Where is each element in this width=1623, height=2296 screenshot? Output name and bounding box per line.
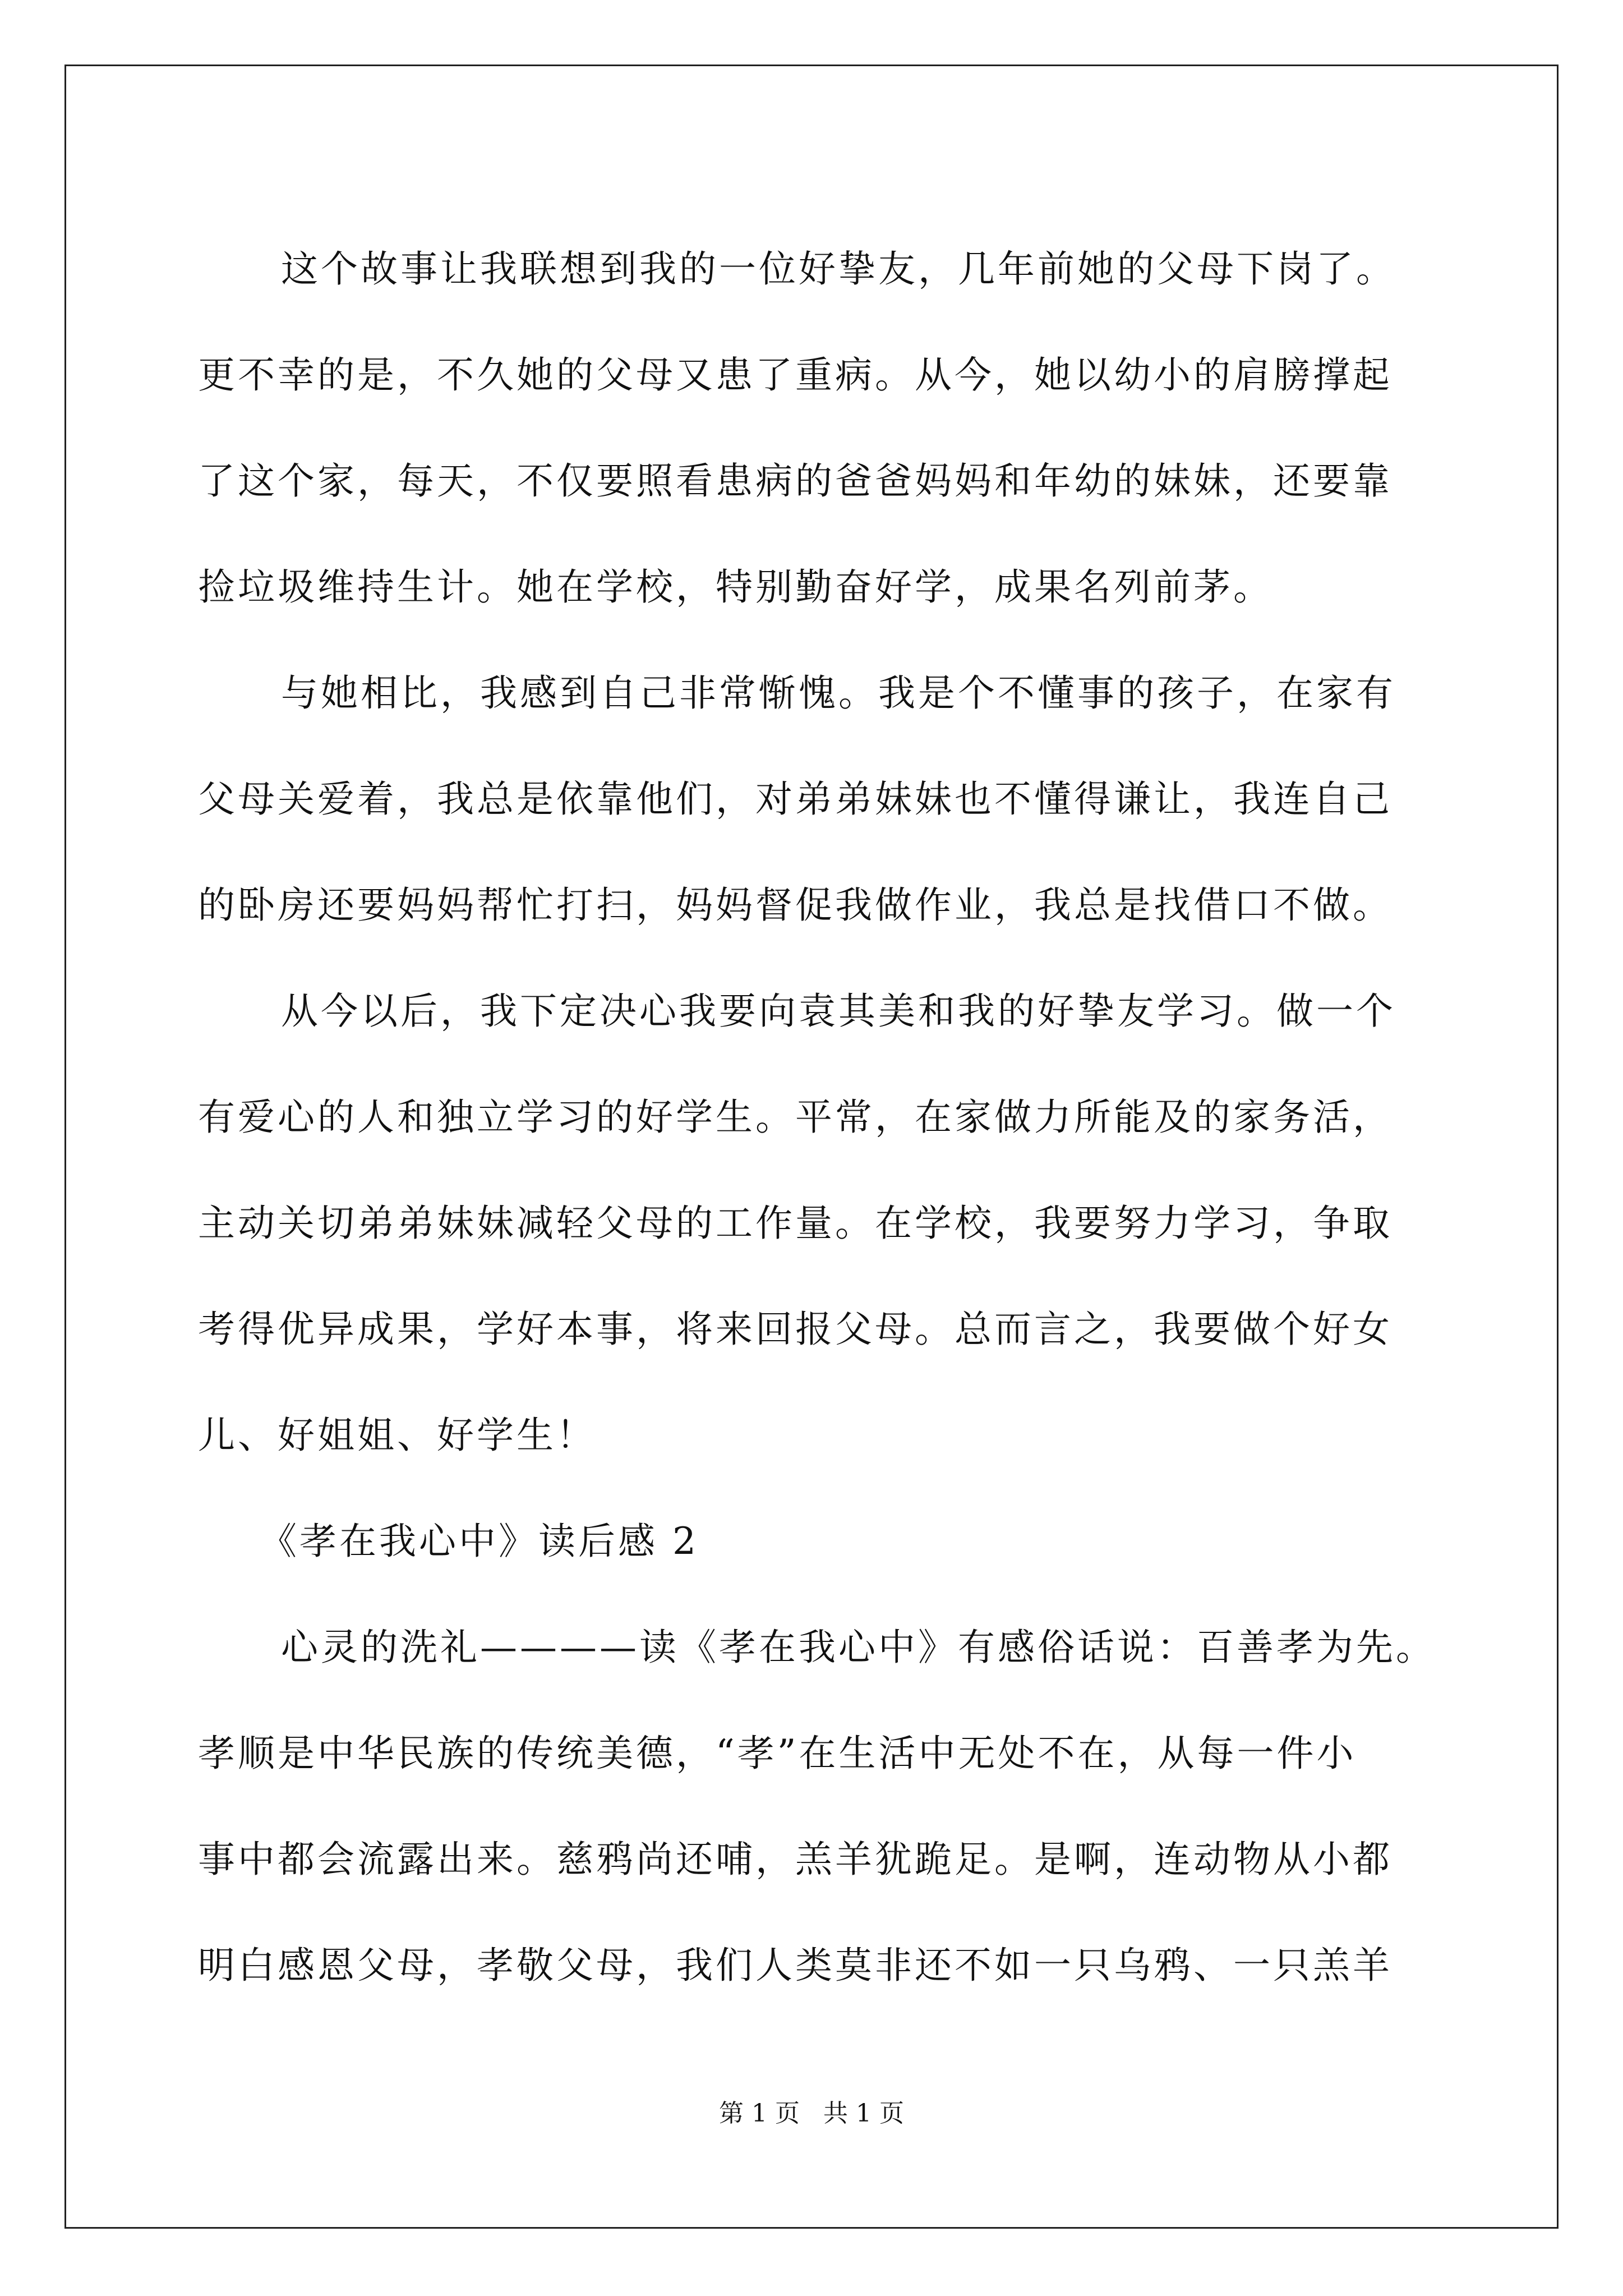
text-line: 孝顺是中华民族的传统美德，“孝”在生活中无处不在，从每一件小 bbox=[198, 1732, 1357, 1775]
page-footer bbox=[0, 2097, 1623, 2131]
text-line: 明白感恩父母，孝敬父母，我们人类莫非还不如一只乌鸦、一只羔羊 bbox=[198, 1944, 1393, 1987]
page-number: 第 1 页 bbox=[719, 2099, 800, 2128]
text-line: 考得优异成果，学好本事，将来回报父母。总而言之，我要做个好女 bbox=[198, 1308, 1393, 1351]
text-line: 了这个家，每天，不仅要照看患病的爸爸妈妈和年幼的妹妹，还要靠 bbox=[198, 459, 1393, 503]
page-total: 共 1 页 bbox=[823, 2099, 904, 2128]
text-line: 从今以后，我下定决心我要向袁其美和我的好挚友学习。做一个 bbox=[281, 990, 1396, 1033]
text-line: 的卧房还要妈妈帮忙打扫，妈妈督促我做作业，我总是找借口不做。 bbox=[198, 884, 1393, 927]
text-line: 父母关爱着，我总是依靠他们，对弟弟妹妹也不懂得谦让，我连自己 bbox=[198, 777, 1393, 821]
text-line: 事中都会流露出来。慈鸦尚还哺，羔羊犹跪足。是啊，连动物从小都 bbox=[198, 1838, 1393, 1881]
text-line: 与她相比，我感到自己非常惭愧。我是个不懂事的孩子，在家有 bbox=[281, 671, 1396, 715]
text-line: 主动关切弟弟妹妹减轻父母的工作量。在学校，我要努力学习，争取 bbox=[198, 1202, 1393, 1245]
document-body bbox=[198, 216, 1436, 2018]
text-line: 更不幸的是，不久她的父母又患了重病。从今，她以幼小的肩膀撑起 bbox=[198, 353, 1393, 397]
text-line: 捡垃圾维持生计。她在学校，特别勤奋好学，成果名列前茅。 bbox=[198, 565, 1273, 609]
text-line: 儿、好姐姐、好学生！ bbox=[198, 1414, 596, 1457]
text-line: 这个故事让我联想到我的一位好挚友，几年前她的父母下岗了。 bbox=[281, 247, 1396, 291]
text-line: 心灵的洗礼————读《孝在我心中》有感俗话说：百善孝为先。 bbox=[281, 1626, 1436, 1669]
text-line: 有爱心的人和独立学习的好学生。平常，在家做力所能及的家务活， bbox=[198, 1096, 1393, 1139]
section-title: 《孝在我心中》读后感 2 bbox=[260, 1520, 699, 1563]
